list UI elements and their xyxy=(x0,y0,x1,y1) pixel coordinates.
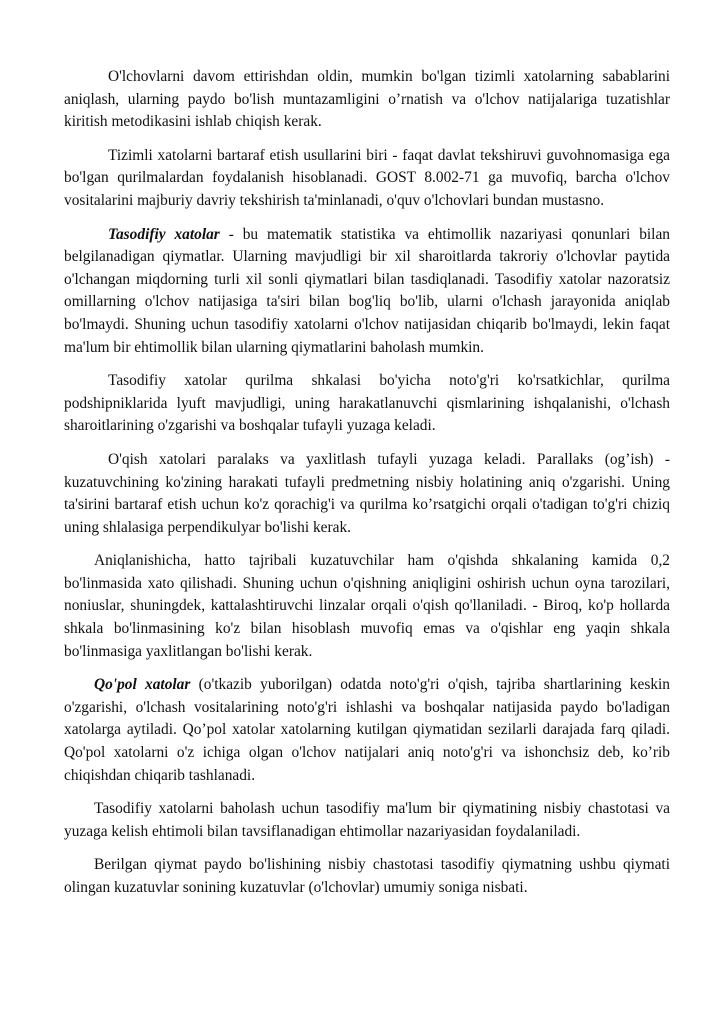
paragraph-text: Tasodifiy xatolarni baholash uchun tasodifiy ma'lum bir qiymatining nisbiy chastotasi va yuzaga kelish ehtimoli bilan tavsiflanadigan ehtimollar nazariyasidan foydalaniladi. xyxy=(64,800,670,840)
paragraph-text: - bu matematik statistika va ehtimollik nazariyasi qonunlari bilan belgilanadigan qiymatlar. Ularning mavjudligi bir xil sharoitlarda takroriy o'lchovlar paytida o'lchangan miqdorning turli xil sonli qiymatlari bilan tasdiqlanadi. Tasodifiy xatolar nazoratsiz omillarning o'lchov natijasiga ta'siri bilan bog'liq bo'lib, ularni o'lchash jarayonida aniqlab bo'lmaydi. Shuning uchun tasodifiy xatolarni o'lchov natijasidan chiqarib bo'lmaydi, lekin faqat ma'lum bir ehtimollik bilan ularning qiymatlarini baholash mumkin. xyxy=(64,225,670,356)
term-gross-errors: Qo'pol xatolar xyxy=(94,676,191,694)
paragraph-random-errors-definition xyxy=(64,224,670,360)
paragraph-text: Aniqlanishicha, hatto tajribali kuzatuvchilar ham o'qishda shkalaning kamida 0,2 bo'linmasida xato qilishadi. Shuning uchun o'qishning aniqligini oshirish uchun oyna tarozilari, noniuslar, shuningdek, kattalashtiruvchi linzalar orqali o'qish qo'llaniladi. - Biroq, ko'p hollarda shkala bo'linmasining ko'z bilan hisoblash muvofiq emas va o'qishlar eng yaqin shkala bo'linmasiga yaxlitlangan bo'lishi kerak. xyxy=(64,552,670,660)
paragraph-text: O'lchovlarni davom ettirishdan oldin, mumkin bo'lgan tizimli xatolarning sabablarini aniqlash, ularning paydo bo'lish muntazamligini o’rnatish va o'lchov natijalariga tuzatishlar kiritish metodikasini ishlab chiqish kerak. xyxy=(64,68,670,131)
term-random-errors: Tasodifiy xatolar xyxy=(108,225,220,243)
paragraph-systematic-errors-elimination xyxy=(64,145,670,213)
paragraph-systematic-errors-intro xyxy=(64,66,670,134)
paragraph-relative-frequency xyxy=(64,854,670,899)
paragraph-random-errors-causes xyxy=(64,370,670,438)
paragraph-text: Tasodifiy xatolar qurilma shkalasi bo'yicha noto'g'ri ko'rsatkichlar, qurilma podshipniklarida lyuft mavjudligi, uning harakatlanuvchi qismlarining ishqalanishi, o'lchash sharoitlarining o'zgarishi va boshqalar tufayli yuzaga keladi. xyxy=(64,372,670,435)
paragraph-text: O'qish xatolari paralaks va yaxlitlash tufayli yuzaga keladi. Parallaks (og’ish) - kuzatuvchining ko'zining harakati tufayli predmetning nisbiy holatining aniq o'zgarishi. Uning ta'sirini bartaraf etish uchun ko'z qorachig'i va qurilma ko’rsatgichi orqali o'tadigan to'g'ri chiziq uning shlalasiga perpendikulyar bo'lishi kerak. xyxy=(64,450,670,536)
paragraph-text: Tizimli xatolarni bartaraf etish usullarini biri - faqat davlat tekshiruvi guvohnomasiga ega bo'lgan qurilmalardan foydalanish hisoblanadi. GOST 8.002-71 ga muvofiq, barcha o'lchov vositalarini majburiy davriy tekshirish ta'minlanadi, o'quv o'lchovlari bundan mustasno. xyxy=(64,146,670,209)
paragraph-text: (o'tkazib yuborilgan) odatda noto'g'ri o'qish, tajriba shartlarining keskin o'zgarishi, o'lchash vositalarining noto'g'ri ishlashi va boshqalar natijasida paydo bo'ladigan xatolarga aytiladi. Qo’pol xatolar xatolarning kutilgan qiymatidan sezilarli darajada farq qiladi. Qo'pol xatolarni o'z ichiga olgan o'lchov natijalari aniq noto'g'ri va ishonchsiz deb, ko’rib chiqishdan chiqarib tashlanadi. xyxy=(64,676,670,784)
paragraph-text: Berilgan qiymat paydo bo'lishining nisbiy chastotasi tasodifiy qiymatning ushbu qiymati olingan kuzatuvlar sonining kuzatuvlar (o'lchovlar) umumiy soniga nisbati. xyxy=(64,856,670,896)
paragraph-reading-errors xyxy=(64,449,670,539)
paragraph-gross-errors xyxy=(64,674,670,787)
paragraph-probability-theory xyxy=(64,798,670,843)
paragraph-reading-accuracy xyxy=(64,550,670,663)
